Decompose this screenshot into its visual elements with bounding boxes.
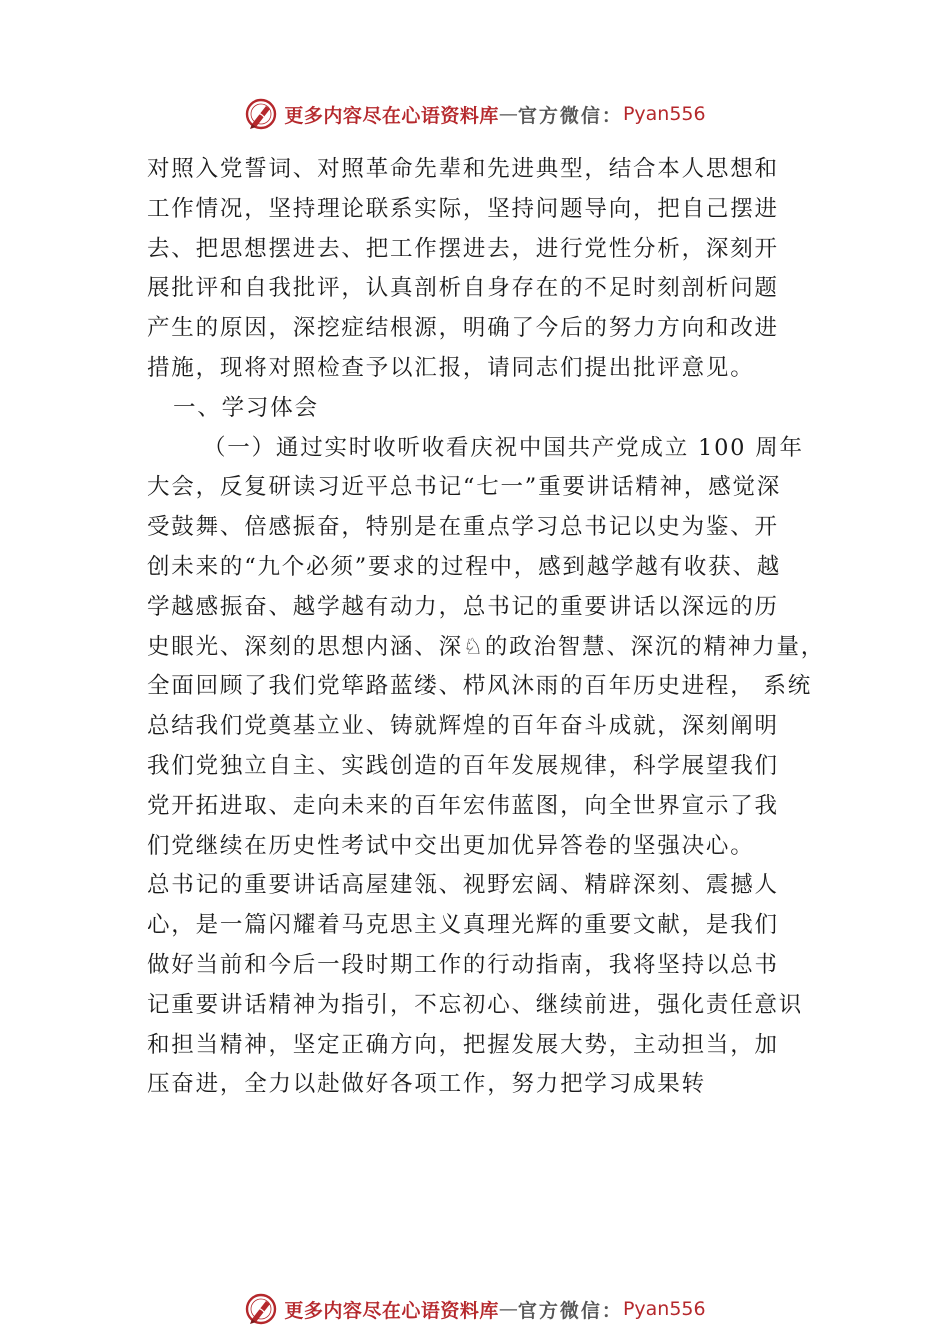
body-line: 措施，现将对照检查予以汇报，请同志们提出批评意见。 <box>147 354 755 381</box>
body-line: 学越感振奋、越学越有动力，总书记的重要讲话以深远的历 <box>147 593 779 620</box>
section-heading: 一、学习体会 <box>173 394 319 421</box>
footer-watermark <box>0 1287 950 1331</box>
pen-circle-logo-icon <box>244 97 278 131</box>
body-line: 们党继续在历史性考试中交出更加优异答卷的坚强决心。 <box>147 832 755 859</box>
body-line: 总结我们党奠基立业、铸就辉煌的百年奋斗成就，深刻阐明 <box>147 713 779 740</box>
body-line: （一）通过实时收听收看庆祝中国共产党成立 100 周年 <box>203 434 804 461</box>
watermark-dash: — <box>498 1298 518 1320</box>
body-line: 创未来的“九个必须”要求的过程中，感到越学越有收获、越 <box>147 553 782 580</box>
body-line: 产生的原因，深挖症结根源，明确了今后的努力方向和改进 <box>147 315 779 342</box>
body-line: 党开拓进取、走向未来的百年宏伟蓝图，向全世界宣示了我 <box>147 792 779 819</box>
body-line: 全面回顾了我们党筚路蓝缕、栉风沐雨的百年历史进程， 系统 <box>147 673 813 700</box>
body-line: 史眼光、深刻的思想内涵、深♘的政治智慧、深沉的精神力量， <box>147 633 826 660</box>
watermark-wechat-id: Pyan556 <box>622 1298 706 1320</box>
header-watermark <box>0 92 950 136</box>
watermark-official-label: 官方微信： <box>517 1299 623 1322</box>
body-line: 和担当精神，坚定正确方向，把握发展大势，主动担当，加 <box>147 1031 779 1058</box>
body-line: 展批评和自我批评，认真剖析自身存在的不足时刻剖析问题 <box>147 275 779 302</box>
body-line: 总书记的重要讲话高屋建瓴、视野宏阔、精辟深刻、震撼人 <box>147 872 779 899</box>
body-line: 记重要讲话精神为指引，不忘初心、继续前进，强化责任意识 <box>147 991 804 1018</box>
watermark-site-text: 更多内容尽在心语资料库 <box>284 104 499 127</box>
body-line: 去、把思想摆进去、把工作摆进去，进行党性分析，深刻开 <box>147 235 779 262</box>
body-line: 受鼓舞、倍感振奋，特别是在重点学习总书记以史为鉴、开 <box>147 514 779 541</box>
body-line: 大会，反复研读习近平总书记“七一”重要讲话精神，感觉深 <box>147 474 782 501</box>
body-line: 对照入党誓词、对照革命先辈和先进典型，结合本人思想和 <box>147 156 779 182</box>
body-line: 压奋进，全力以赴做好各项工作，努力把学习成果转 <box>147 1071 706 1098</box>
watermark-wechat-id: Pyan556 <box>622 103 706 125</box>
body-line: 做好当前和今后一段时期工作的行动指南，我将坚持以总书 <box>147 951 779 978</box>
pen-circle-logo-icon <box>244 1292 278 1326</box>
body-line: 工作情况，坚持理论联系实际，坚持问题导向，把自己摆进 <box>147 195 779 222</box>
watermark-dash: — <box>498 103 518 125</box>
document-body <box>147 150 847 1105</box>
watermark-official-label: 官方微信： <box>517 104 623 127</box>
body-line: 我们党独立自主、实践创造的百年发展规律，科学展望我们 <box>147 752 779 779</box>
watermark-site-text: 更多内容尽在心语资料库 <box>284 1299 499 1322</box>
body-line: 心，是一篇闪耀着马克思主义真理光辉的重要文献，是我们 <box>147 912 779 939</box>
